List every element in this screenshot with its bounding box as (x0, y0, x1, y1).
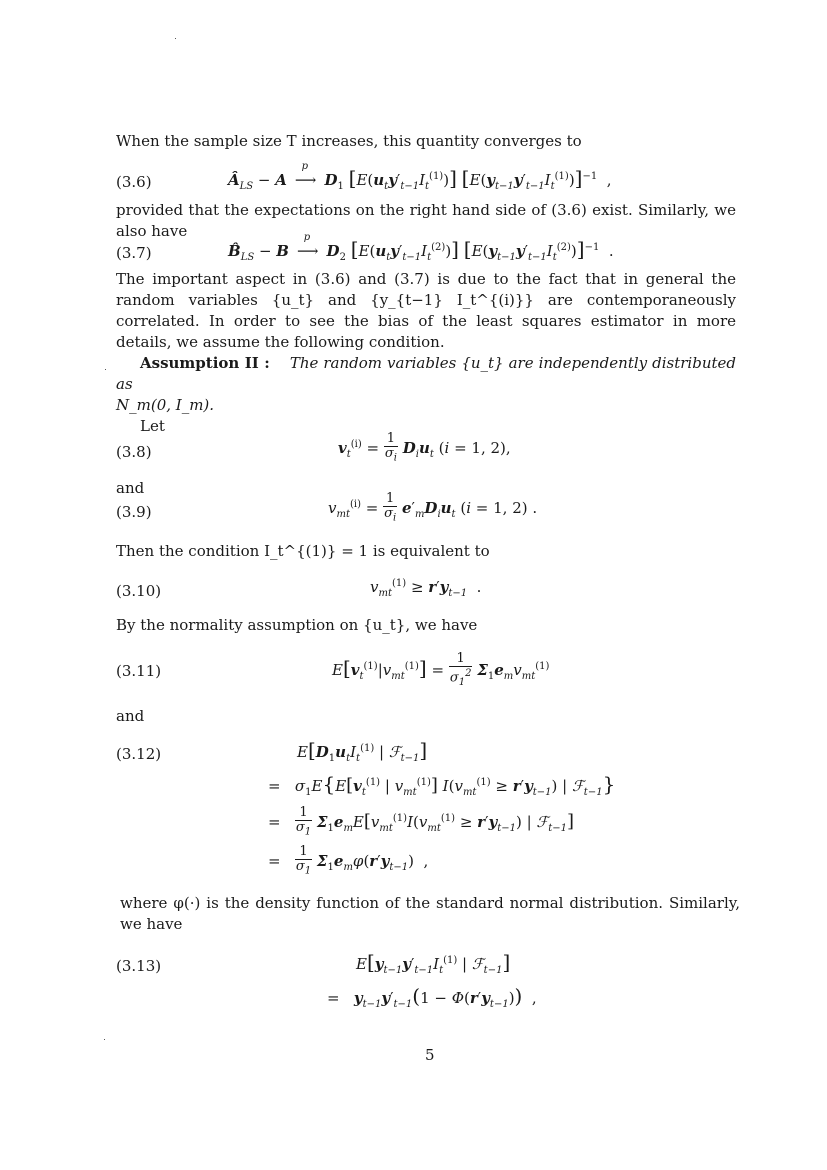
assumption-continuation: N_m(0, I_m). (116, 396, 215, 414)
equation-label: (3.10) (116, 582, 162, 600)
page-number: 5 (425, 1046, 435, 1064)
equation-label: (3.11) (116, 662, 162, 680)
paragraph-expectations (116, 200, 736, 242)
equation-3-10: $v_{mt}^{(1)} \ge r'y_{t-1}$ . (370, 578, 482, 599)
scan-speck (105, 369, 106, 370)
paragraph-intro (116, 131, 736, 152)
assumption-ii (116, 353, 736, 416)
assumption-heading: Assumption II : (140, 354, 270, 372)
and-text: and (116, 707, 145, 725)
scan-speck (104, 1039, 105, 1040)
paragraph-text: where φ(·) is the density function of the standard normal distribution. Similarly, we have (120, 894, 740, 933)
equation-3-13-head: $E[y_{t-1}y'_{t-1}I_t^{(1)}$ | ℱ$_{t-1}$] (356, 950, 511, 976)
assumption-text: The random variables {u_t} are independently distributed as (116, 354, 736, 393)
paragraph-text: The important aspect in (3.6) and (3.7) is due to the fact that in general the random variables {u_t} and {y_{t−1} I_t^{(i)}} are contemporaneously correlated. In order to see the bias of the least squares estimator in more details, we assume the following condition. (116, 270, 736, 351)
paragraph-text: When the sample size T increases, this quantity converges to (116, 132, 582, 150)
equation-label: (3.8) (116, 443, 152, 461)
equation-3-12-head: $E[D_1u_tI_t^{(1)}$ | ℱ$_{t-1}$] (297, 738, 428, 764)
equation-label: (3.13) (116, 957, 162, 975)
equation-label: (3.9) (116, 503, 152, 521)
equation-3-13-line1: = $y_{t-1}y'_{t-1}(1 - \Phi(r'y_{t-1}))$ , (327, 984, 537, 1010)
equation-3-7: $B̂_{LS} - B$ p ⟶ $D_2$ $[E(u_ty'_{t-1}I_t^{(2)})]$ $[E(y_{t-1}y'_{t-1}I_t^{(2)})]^{-1}$ . (228, 232, 614, 263)
equation-3-12-line3: = $\frac{1}{\sigma_1}$ $\Sigma_1e_m\varphi(r'y_{t-1})$ , (268, 844, 429, 877)
equation-3-11: $E[v_t^{(1)}|v_{mt}^{(1)}]$ = $\frac{1}{\sigma_1^2}$ $\Sigma_1e_mv_{mt}^{(1)}$ (332, 651, 550, 688)
equation-3-9: $v_{mt}^{(i)}$ = $\frac{1}{\sigma_i}$ $e'_mD_iu_t$ (i = 1, 2) . (328, 491, 538, 524)
equation-label: (3.7) (116, 244, 152, 262)
equation-label: (3.6) (116, 173, 152, 191)
paragraph-density (120, 893, 740, 935)
equation-3-12-line1: = $\sigma_1E\{E[v_t^{(1)}$ | $v_{mt}^{(1)}$] $I(v_{mt}^{(1)} \ge r'y_{t-1})$ | ℱ$_{t-1}$} (268, 772, 616, 798)
normality-text: By the normality assumption on {u_t}, we have (116, 616, 478, 634)
scan-speck (175, 38, 176, 39)
equation-label: (3.12) (116, 745, 162, 763)
equation-3-8: $v_t^{(i)}$ = $\frac{1}{\sigma_i}$ $D_iu_t$ (i = 1, 2), (338, 431, 511, 464)
paragraph-important-aspect (116, 269, 736, 353)
and-text: and (116, 479, 145, 497)
then-text: Then the condition I_t^{(1)} = 1 is equivalent to (116, 542, 490, 560)
equation-3-12-line2: = $\frac{1}{\sigma_1}$ $\Sigma_1e_mE[v_{mt}^{(1)}I(v_{mt}^{(1)} \ge r'y_{t-1})$ | ℱ$_{t-1}$] (268, 805, 574, 838)
let-text: Let (140, 417, 165, 435)
paragraph-text: provided that the expectations on the right hand side of (3.6) exist. Similarly, we also have (116, 201, 736, 240)
equation-3-6: $Â_{LS} - A$ p ⟶ $D_1$ $[E(u_ty'_{t-1}I_t^{(1)})]$ $[E(y_{t-1}y'_{t-1}I_t^{(1)})]^{-1}$ , (228, 161, 612, 192)
